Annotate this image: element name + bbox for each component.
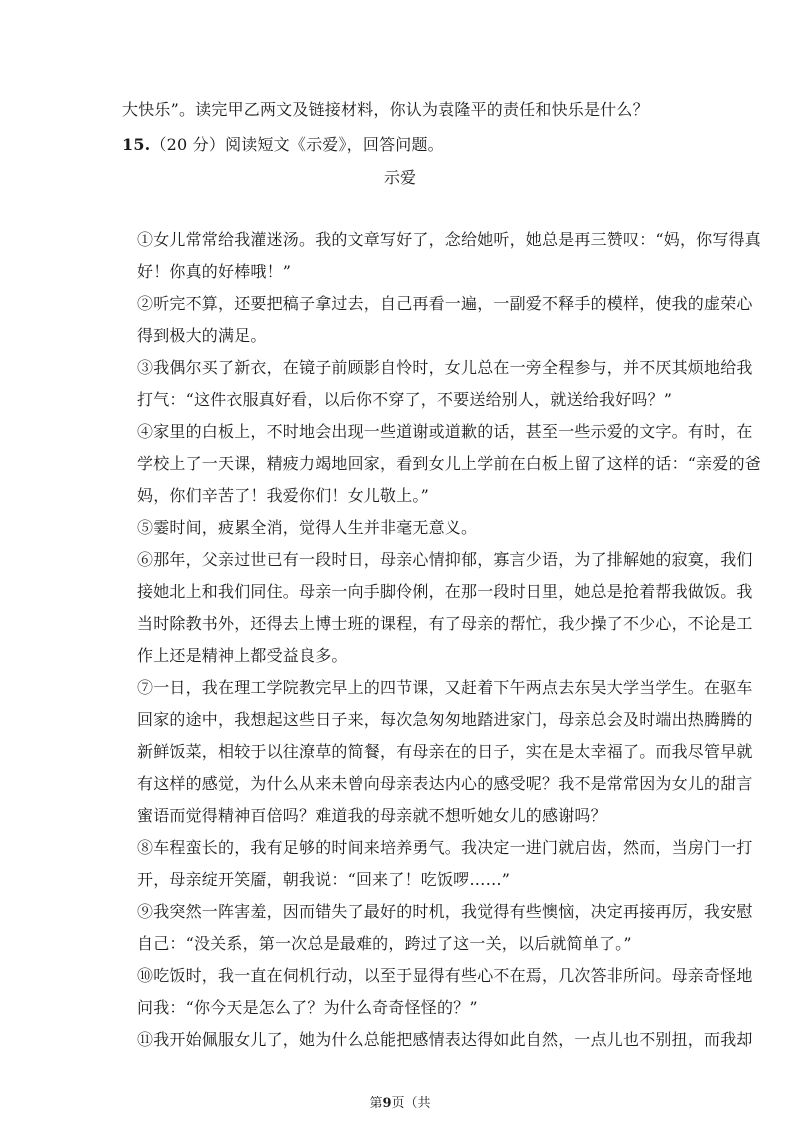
paragraph-line: 问我：“你今天是怎么了？为什么奇奇怪怪的？” — [137, 998, 478, 1017]
paragraph-line: ⑤霎时间，疲累全消，觉得人生并非毫无意义。 — [137, 518, 478, 537]
article-title: 示爱 — [383, 168, 416, 187]
paragraph-line: 作上还是精神上都受益良多。 — [137, 646, 348, 665]
paragraph-line: 新鲜饭菜，相较于以往潦草的简餐，有母亲在的日子，实在是太幸福了。而我尽管早就 — [137, 742, 753, 761]
paragraph-line: 学校上了一天课，精疲力竭地回家，看到女儿上学前在白板上留了这样的话：“亲爱的爸 — [137, 454, 761, 473]
paragraph-line: 好！你真的好棒哦！” — [137, 262, 292, 281]
paragraph-line: 当时除教书外，还得去上博士班的课程，有了母亲的帮忙，我少操了不少心，不论是工 — [137, 614, 753, 633]
paragraph-line: ②听完不算，还要把稿子拿过去，自己再看一遍，一副爱不释手的模样，使我的虚荣心 — [137, 294, 753, 313]
question-text: （20 分）阅读短文《示爱》，回答问题。 — [150, 135, 444, 154]
paragraph-line: 有这样的感觉，为什么从来未曾向母亲表达内心的感受呢？我不是常常因为女儿的甜言 — [137, 774, 753, 793]
paragraph-line: 得到极大的满足。 — [137, 326, 267, 345]
question-number: 15. — [122, 135, 151, 154]
paragraph-line: ⑨我突然一阵害羞，因而错失了最好的时机，我觉得有些懊恼，决定再接再厉，我安慰 — [137, 902, 753, 921]
footer-suffix: 页（共 — [391, 1096, 431, 1111]
paragraph-line: 接她北上和我们同住。母亲一向手脚伶俐，在那一段时日里，她总是抢着帮我做饭。我 — [137, 582, 753, 601]
page-footer — [0, 1096, 800, 1112]
paragraph-line: 蜜语而觉得精神百倍吗？难道我的母亲就不想听她女儿的感谢吗？ — [137, 806, 607, 825]
footer-prefix: 第 — [369, 1096, 383, 1111]
paragraph-line: ⑧车程蛮长的，我有足够的时间来培养勇气。我决定一进门就启齿，然而，当房门一打 — [137, 838, 753, 857]
intro-line: 大快乐”。读完甲乙两文及链接材料，你认为袁隆平的责任和快乐是什么？ — [122, 100, 649, 119]
paragraph-line: 回家的途中，我想起这些日子来，每次急匆匆地踏进家门，母亲总会及时端出热腾腾的 — [137, 710, 753, 729]
page-number: 9 — [382, 1096, 392, 1111]
paragraph-line: 打气：“这件衣服真好看，以后你不穿了，不要送给别人，就送给我好吗？” — [137, 390, 673, 409]
paragraph-line: 妈，你们辛苦了！我爱你们！女儿敬上。” — [137, 486, 429, 505]
paragraph-line: 开，母亲绽开笑靥，朝我说：“回来了！吃饭啰……” — [137, 870, 511, 889]
paragraph-line: 自己：“没关系，第一次总是最难的，跨过了这一关，以后就简单了。” — [137, 934, 632, 953]
paragraph-line: ⑪我开始佩服女儿了，她为什么总能把感情表达得如此自然，一点儿也不别扭，而我却 — [137, 1030, 753, 1049]
paragraph-line: ④家里的白板上，不时地会出现一些道谢或道歉的话，甚至一些示爱的文字。有时，在 — [137, 422, 753, 441]
paragraph-line: ⑩吃饭时，我一直在伺机行动，以至于显得有些心不在焉，几次答非所问。母亲奇怪地 — [137, 966, 753, 985]
paragraph-line: ⑦一日，我在理工学院教完早上的四节课，又赶着下午两点去东吴大学当学生。在驱车 — [137, 678, 753, 697]
question-line — [122, 135, 652, 155]
paragraph-line: ①女儿常常给我灌迷汤。我的文章写好了，念给她听，她总是再三赞叹：“妈，你写得真 — [137, 230, 761, 249]
paragraph-line: ③我偶尔买了新衣，在镜子前顾影自怜时，女儿总在一旁全程参与，并不厌其烦地给我 — [137, 358, 753, 377]
paragraph-line: ⑥那年，父亲过世已有一段时日，母亲心情抑郁，寡言少语，为了排解她的寂寞，我们 — [137, 550, 753, 569]
